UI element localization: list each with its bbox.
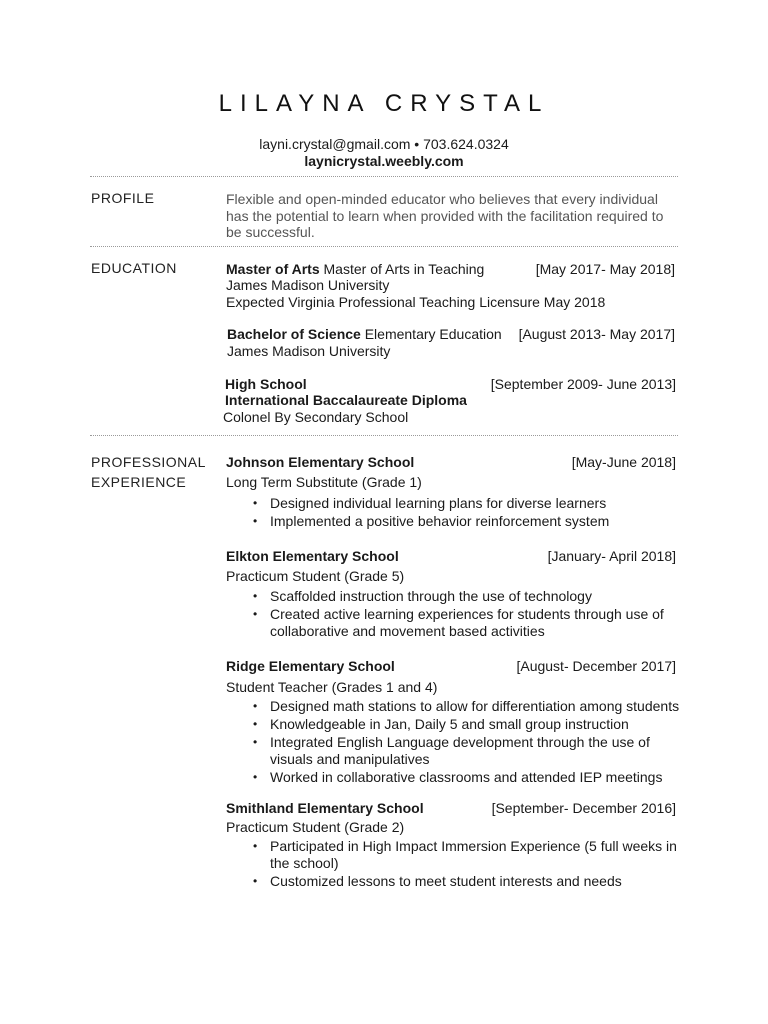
- job-role: Practicum Student (Grade 5): [226, 568, 405, 584]
- contact-line: [0, 136, 768, 153]
- resume-name: LILAYNA CRYSTAL: [218, 90, 550, 117]
- job-dates: [January- April 2018]: [547, 548, 676, 564]
- bullet-icon: •: [253, 514, 258, 528]
- education-degree-line: [226, 261, 484, 278]
- list-item: [226, 513, 682, 530]
- education-school: Colonel By Secondary School: [223, 409, 409, 425]
- bullet-icon: •: [253, 873, 258, 888]
- bullet-icon: •: [253, 496, 258, 510]
- bullet-text: Designed math stations to allow for differentiation among students: [270, 698, 680, 714]
- list-item: [226, 495, 682, 512]
- list-item: [226, 588, 676, 605]
- bullet-icon: •: [253, 699, 258, 713]
- job-bullet-list: [226, 495, 682, 531]
- job-school: Elkton Elementary School: [226, 548, 399, 564]
- bullet-text: Scaffolded instruction through the use of technology: [270, 588, 592, 604]
- bullet-text: Participated in High Impact Immersion Experience (5 full weeks in the school): [270, 838, 677, 871]
- job-school: Smithland Elementary School: [226, 800, 424, 816]
- bullet-text: Customized lessons to meet student interests and needs: [270, 872, 622, 889]
- list-item: [226, 734, 682, 767]
- job-role: Practicum Student (Grade 2): [226, 819, 405, 835]
- job-bullet-list: [226, 698, 682, 787]
- job-dates: [August- December 2017]: [516, 658, 676, 674]
- bullet-text: Integrated English Language development through the use of visuals and manipulatives: [270, 734, 650, 767]
- education-dates: [August 2013- May 2017]: [518, 326, 675, 342]
- job-school: Johnson Elementary School: [226, 454, 415, 470]
- experience-label-line: EXPERIENCE: [91, 474, 187, 490]
- section-divider: [90, 435, 678, 436]
- education-school: James Madison University: [227, 343, 391, 359]
- email-link[interactable]: layni.crystal@gmail.com: [259, 136, 411, 152]
- contact-separator: •: [414, 136, 420, 152]
- education-diploma: International Baccalaureate Diploma: [225, 392, 467, 408]
- job-dates: [May-June 2018]: [571, 454, 676, 470]
- section-divider: [90, 246, 678, 247]
- phone-number: 703.624.0324: [423, 136, 509, 152]
- job-bullet-list: [226, 838, 678, 891]
- degree-title: Bachelor of Science: [227, 326, 361, 342]
- bullet-icon: •: [253, 607, 258, 621]
- degree-field: Master of Arts in Teaching: [319, 261, 485, 277]
- bullet-icon: •: [253, 769, 258, 784]
- bullet-text: Implemented a positive behavior reinforcement system: [270, 513, 610, 529]
- list-item: [226, 873, 678, 890]
- degree-field: Elementary Education: [360, 326, 502, 342]
- job-school: Ridge Elementary School: [226, 658, 395, 674]
- section-divider: [90, 176, 678, 177]
- list-item: [226, 698, 682, 715]
- profile-section-label: PROFILE: [91, 190, 155, 206]
- experience-section-label: [91, 452, 206, 492]
- education-degree-title: High School: [225, 376, 307, 392]
- bullet-icon: •: [253, 735, 258, 749]
- education-school: James Madison University: [226, 277, 390, 293]
- profile-text: Flexible and open-minded educator who believes that every individual has the potential to learn when provided with the facilitation required to be successful.: [226, 191, 664, 240]
- bullet-text: Knowledgeable in Jan, Daily 5 and small group instruction: [270, 716, 629, 732]
- education-section-label: EDUCATION: [91, 260, 177, 276]
- bullet-icon: •: [253, 717, 258, 731]
- list-item: [226, 606, 676, 639]
- bullet-text: Worked in collaborative classrooms and attended IEP meetings: [270, 768, 663, 785]
- list-item: [226, 716, 682, 733]
- bullet-icon: •: [253, 589, 258, 603]
- job-dates: [September- December 2016]: [491, 800, 676, 816]
- education-degree-line: [227, 326, 502, 343]
- job-role: Student Teacher (Grades 1 and 4): [226, 679, 438, 695]
- degree-title: Master of Arts: [226, 261, 320, 277]
- education-dates: [September 2009- June 2013]: [490, 376, 676, 392]
- education-note: Expected Virginia Professional Teaching Licensure May 2018: [226, 294, 606, 310]
- contact-info: [0, 136, 768, 170]
- list-item: [226, 838, 678, 871]
- job-role: Long Term Substitute (Grade 1): [226, 474, 422, 490]
- bullet-text: Designed individual learning plans for diverse learners: [270, 495, 607, 511]
- bullet-icon: •: [253, 839, 258, 853]
- bullet-text: Created active learning experiences for students through use of collaborative and movement based activities: [270, 606, 664, 639]
- job-bullet-list: [226, 588, 676, 641]
- experience-label-line: PROFESSIONAL: [91, 454, 206, 470]
- list-item: [226, 769, 682, 786]
- education-dates: [May 2017- May 2018]: [535, 261, 675, 277]
- website-link[interactable]: laynicrystal.weebly.com: [304, 153, 464, 169]
